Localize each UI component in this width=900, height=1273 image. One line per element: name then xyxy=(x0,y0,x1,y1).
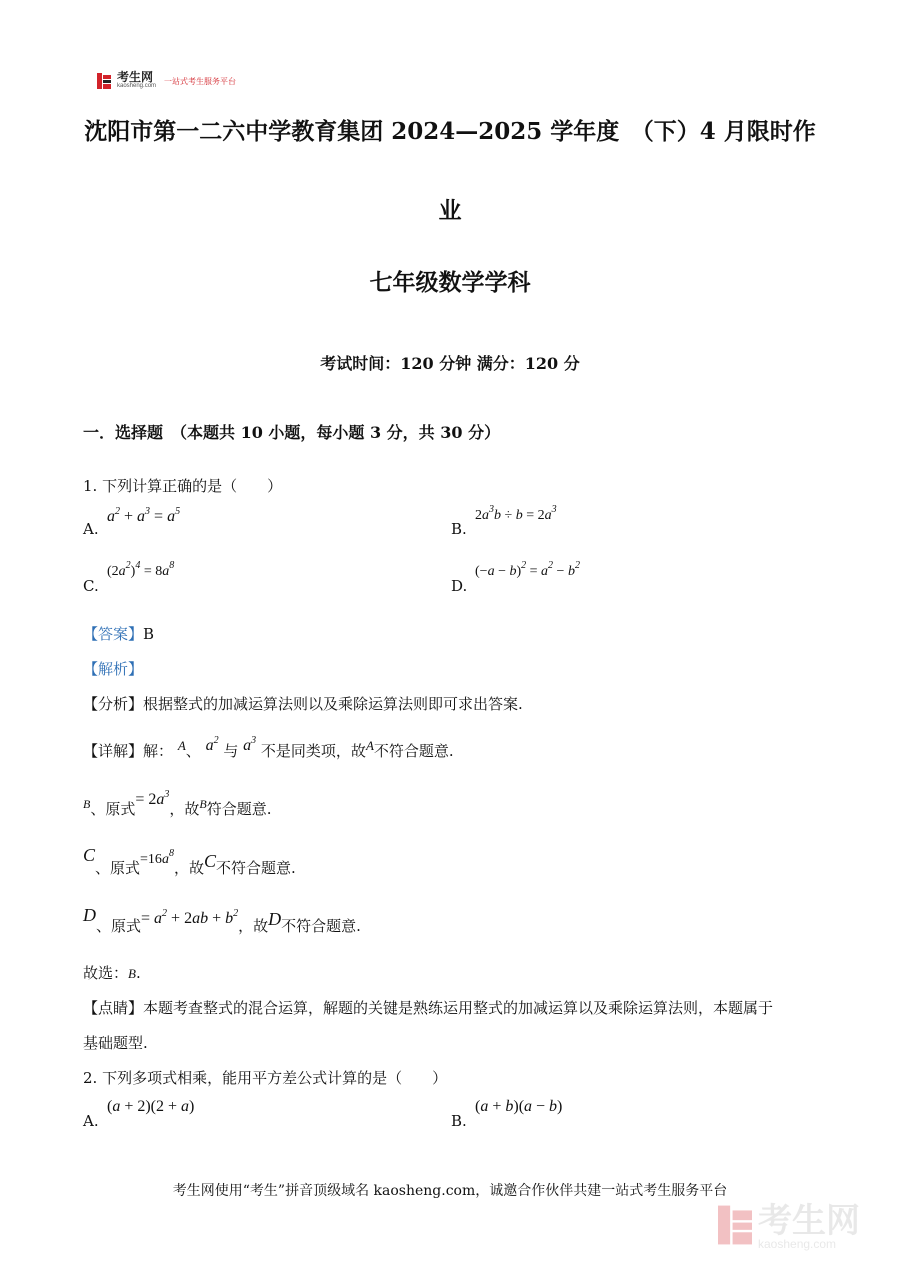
detail-letter-b: B xyxy=(83,797,91,811)
q1-option-c-label: C. xyxy=(83,577,99,595)
dianjing-line2: 基础题型. xyxy=(83,1034,148,1052)
q1-answer xyxy=(83,623,154,644)
q2-option-b-formula: (a + b)(a − b) xyxy=(475,1098,563,1115)
dianjing-tag: 【点睛】 xyxy=(83,999,144,1017)
q1-option-a-label: A. xyxy=(83,520,99,538)
detail-letter-a2: A xyxy=(365,738,374,753)
fenxi-tag: 【分析】 xyxy=(83,695,144,713)
choose-value: B xyxy=(128,966,136,981)
detail-not-like: 不是同类项，故 xyxy=(260,742,366,760)
detail-line-b xyxy=(83,789,272,819)
q2-option-b-label: B. xyxy=(451,1112,467,1130)
q2-stem: 2. 下列多项式相乘，能用平方差公式计算的是（ ） xyxy=(83,1069,448,1087)
choose-label: 故选： xyxy=(83,964,129,982)
section-heading: 一．选择题 （本题共 10 小题，每小题 3 分，共 30 分） xyxy=(83,423,501,442)
page-title-line1: 沈阳市第一二六中学教育集团 2024—2025 学年度 （下）4 月限时作 xyxy=(84,118,816,145)
choose-period: . xyxy=(135,964,141,982)
kaosheng-logo-icon xyxy=(97,73,111,89)
q1-option-d-formula: $(-a - b)^2 = a^2 - b^2$ xyxy=(475,560,580,579)
detail-d-value: = $a^2 + 2ab + b^2$ xyxy=(141,908,239,927)
fenxi-text: 根据整式的加减运算法则以及乘除运算法则即可求出答案. xyxy=(143,695,523,713)
q1-option-c-formula: $(2a^2)^4 = 8a^8$ xyxy=(107,560,175,579)
detail-letter-d: D xyxy=(83,905,96,925)
q1-option-d-label: D. xyxy=(451,577,468,595)
q1-option-a-formula: $a^2 + a^3 = a^5$ xyxy=(107,506,181,525)
detail-yuanshi-c: 、原式 xyxy=(95,859,141,877)
detail-sep: 、 xyxy=(185,742,201,760)
detail-b-value: = $2a^3$ xyxy=(135,789,170,808)
watermark-name: 考生网 xyxy=(758,1201,860,1241)
detail-letter-c2: C xyxy=(203,851,216,871)
detail-gu-d: ，故 xyxy=(238,917,269,935)
detail-not-match-d: 不符合题意. xyxy=(281,917,361,935)
answer-tag: 【答案】 xyxy=(83,625,144,643)
choose-line xyxy=(83,962,141,983)
dianjing-text1: 本题考查整式的混合运算，解题的关键是熟练运用整式的加减运算以及乘除运算法则，本题属于 xyxy=(143,999,774,1017)
logo-name: 考生网 xyxy=(117,70,154,84)
exam-info: 考试时间：120 分钟 满分：120 分 xyxy=(320,354,580,373)
detail-term-a3: $a^3$ xyxy=(243,735,257,754)
detail-not-match-a: 不符合题意. xyxy=(373,742,454,760)
q1-stem: 1. 下列计算正确的是（ ） xyxy=(83,477,283,495)
detail-gu-b: ，故 xyxy=(169,800,200,818)
detail-not-match-c: 不符合题意. xyxy=(215,859,296,877)
detail-letter-c: C xyxy=(83,845,96,865)
q1-option-b-formula: $2a^3b \div b = 2a^3$ xyxy=(475,504,557,523)
watermark-logo-icon xyxy=(718,1205,752,1249)
watermark xyxy=(718,1201,860,1251)
dianjing-line1 xyxy=(83,997,773,1018)
logo-domain: kaosheng.com xyxy=(117,83,157,89)
detail-line-c xyxy=(83,845,296,878)
detail-intro: 解： xyxy=(143,742,174,760)
detail-gu-c: ，故 xyxy=(173,859,204,877)
q1-option-b-label: B. xyxy=(451,520,467,538)
detail-yuanshi-b: 、原式 xyxy=(90,800,136,818)
q2-option-a-formula: (a + 2)(2 + a) xyxy=(107,1098,195,1115)
fenxi-line xyxy=(83,693,523,714)
detail-letter-b2: B xyxy=(199,797,207,811)
detail-letter-a: A xyxy=(177,738,186,753)
detail-match-b: 符合题意. xyxy=(206,800,272,818)
header-logo xyxy=(97,72,236,90)
answer-value: B xyxy=(143,625,155,643)
logo-slogan: 一站式考生服务平台 xyxy=(164,76,237,86)
q2-option-a-label: A. xyxy=(83,1112,99,1130)
subject-title: 七年级数学学科 xyxy=(369,269,531,296)
detail-line-a xyxy=(83,735,454,761)
detail-c-value: $=16a^8$ xyxy=(140,848,174,867)
detail-line-d xyxy=(83,905,361,936)
footer-text: 考生网使用“考生”拼音顶级域名 kaosheng.com，诚邀合作伙伴共建一站式考生服务平台 xyxy=(172,1183,728,1199)
detail-yu: 与 xyxy=(223,742,239,760)
watermark-domain: kaosheng.com xyxy=(758,1237,837,1251)
analysis-tag: 【解析】 xyxy=(83,660,144,678)
detail-term-a2: $a^2$ xyxy=(205,735,219,754)
detail-tag: 【详解】 xyxy=(83,742,144,760)
page-title-line2: 业 xyxy=(438,197,462,224)
detail-letter-d2: D xyxy=(268,909,282,929)
detail-yuanshi-d: 、原式 xyxy=(96,917,142,935)
